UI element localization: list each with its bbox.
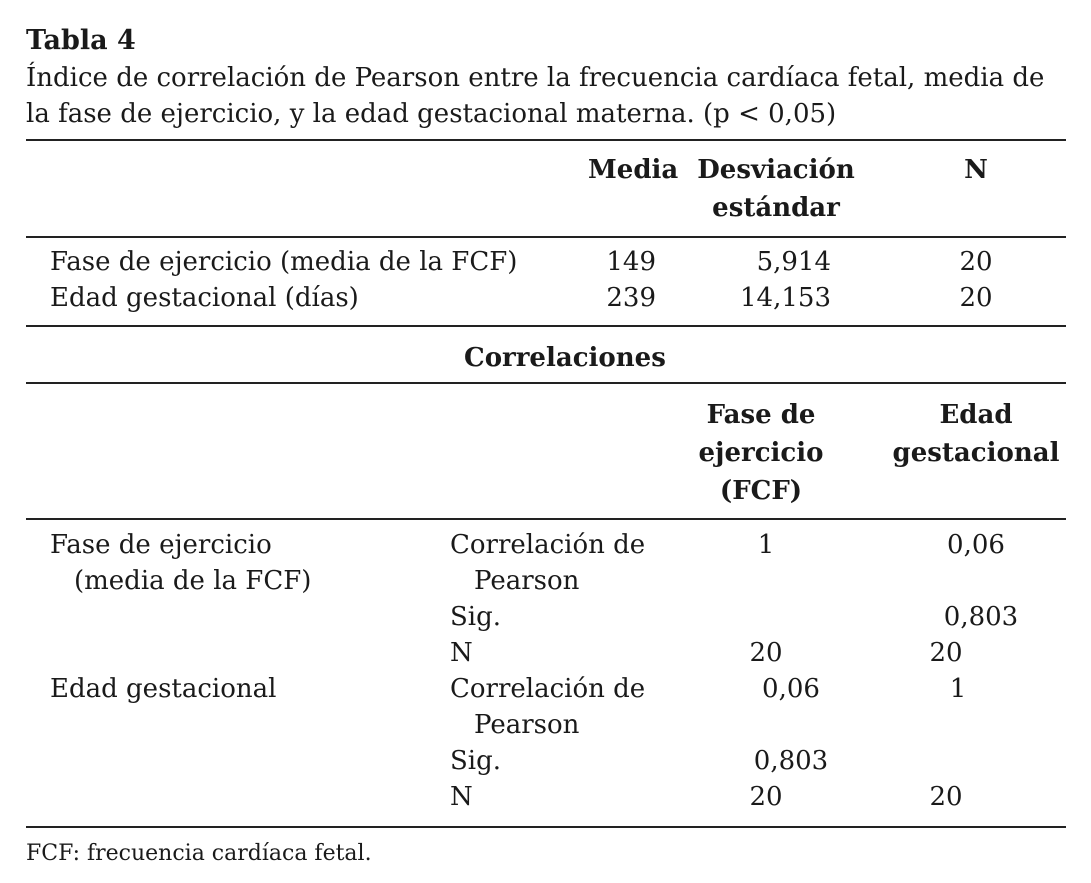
corr-value-fase: 0,06 <box>762 674 820 704</box>
header-desviacion-1: Desviación <box>697 155 855 185</box>
header-desviacion-2: estándar <box>712 193 840 223</box>
header-media: Media <box>588 155 679 185</box>
n-value-edad: 20 <box>929 638 963 668</box>
desc-row-n: 20 <box>959 283 993 313</box>
desc-row-media: 149 <box>606 247 656 277</box>
header-fase-3: (FCF) <box>719 476 803 506</box>
header-fase-2: ejercicio <box>698 438 824 468</box>
table-footnote: FCF: frecuencia cardíaca fetal. <box>26 841 372 866</box>
corr-value-edad: 1 <box>949 674 967 704</box>
header-fase-1: Fase de <box>706 400 816 430</box>
corr-value-edad: 0,06 <box>947 530 1005 560</box>
desc-row-label: Fase de ejercicio (media de la FCF) <box>50 247 518 277</box>
bottom-rule <box>26 826 1066 828</box>
desc-row-sd: 14,153 <box>740 283 831 313</box>
n-value-fase: 20 <box>749 638 783 668</box>
corr-value-fase: 1 <box>757 530 775 560</box>
table-label: Tabla 4 <box>26 25 136 56</box>
corr-header-rule <box>26 518 1066 520</box>
group-label: Fase de ejercicio <box>50 530 272 560</box>
group-label-sub: (media de la FCF) <box>74 566 312 596</box>
stat-label: Sig. <box>450 602 502 632</box>
header-rule <box>26 236 1066 238</box>
section-title-rule <box>26 382 1066 384</box>
section-rule <box>26 325 1066 327</box>
n-value-edad: 20 <box>929 782 963 812</box>
desc-row-n: 20 <box>959 247 993 277</box>
top-rule <box>26 139 1066 141</box>
section-title: Correlaciones <box>464 343 666 373</box>
group-label: Edad gestacional <box>50 674 277 704</box>
stat-label: N <box>450 782 473 812</box>
sig-value-edad: 0,803 <box>943 602 1019 632</box>
desc-row-media: 239 <box>606 283 656 313</box>
table-caption: Índice de correlación de Pearson entre la frecuencia cardíaca fetal, media de la fase de ejercicio, y la edad gestacional materna. (p < 0,05) <box>26 63 1045 129</box>
desc-row-sd: 5,914 <box>756 247 831 277</box>
sig-value-fase: 0,803 <box>753 746 829 776</box>
stat-label: Correlación de <box>450 530 646 560</box>
desc-row-label: Edad gestacional (días) <box>50 283 359 313</box>
stat-label-sub: Pearson <box>474 566 580 596</box>
stat-label: N <box>450 638 473 668</box>
stat-label-sub: Pearson <box>474 710 580 740</box>
n-value-fase: 20 <box>749 782 783 812</box>
header-n: N <box>964 155 988 185</box>
stat-label: Sig. <box>450 746 502 776</box>
header-edad-2: gestacional <box>892 438 1060 468</box>
header-edad-1: Edad <box>939 400 1013 430</box>
stat-label: Correlación de <box>450 674 646 704</box>
